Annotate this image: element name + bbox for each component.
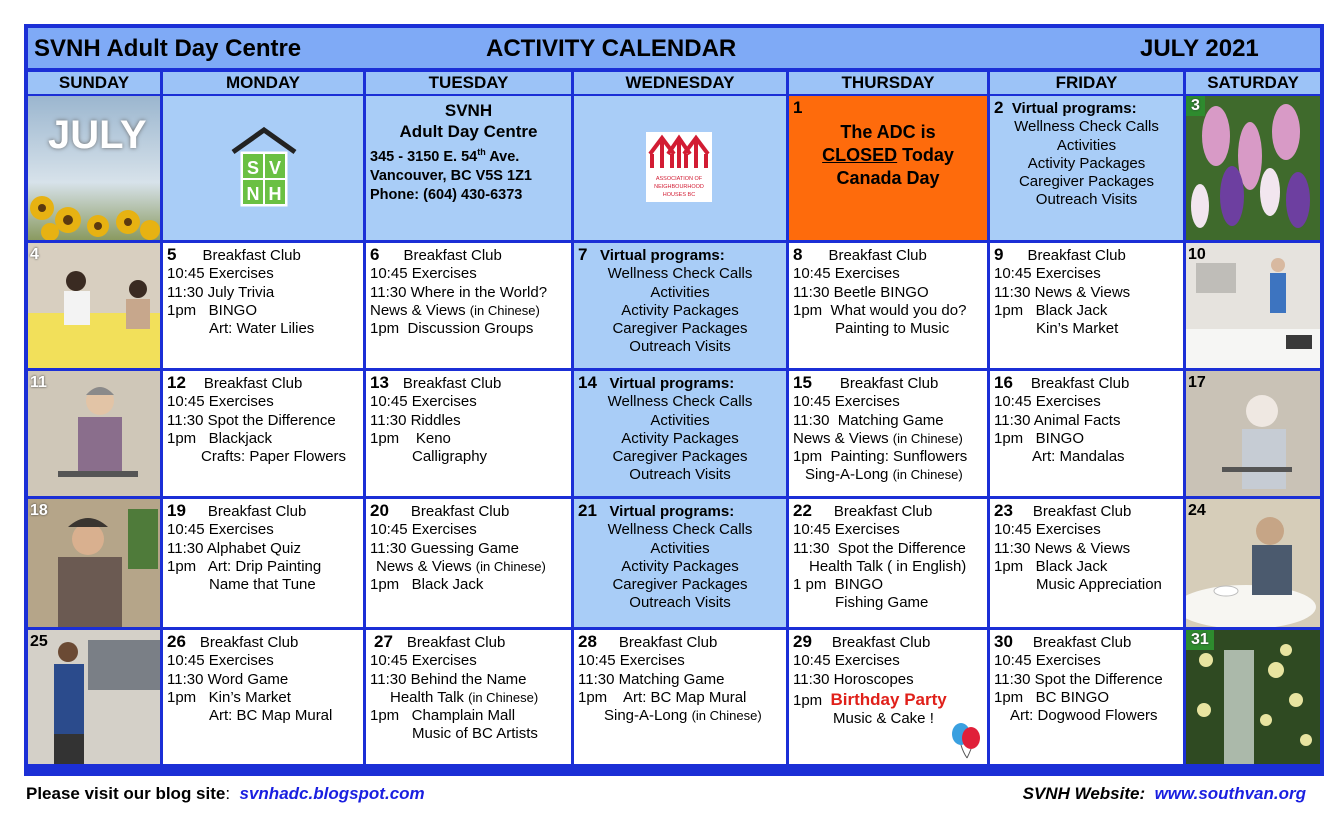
virtual-item: Activity Packages <box>621 301 739 319</box>
day-number: 24 <box>1188 502 1206 519</box>
day-number: 29 <box>793 632 812 651</box>
birthday-party-label: Birthday Party <box>830 689 947 709</box>
address-street: 345 - 3150 E. 54th Ave. <box>370 147 520 165</box>
virtual-item: Outreach Visits <box>1035 191 1138 209</box>
activity: Music & Cake ! <box>833 710 934 728</box>
activity: Crafts: Paper Flowers <box>201 448 347 466</box>
activity: Name that Tune <box>209 576 316 594</box>
day-number: 12 <box>167 373 186 392</box>
larkspur-image <box>1186 96 1320 240</box>
activity: 1pm Kin’s Market <box>167 688 291 706</box>
day-30 <box>990 630 1183 764</box>
day-27 <box>366 630 571 764</box>
activity: 10:45 Exercises <box>793 265 900 283</box>
activity: 11:30 Spot the Difference <box>994 670 1163 688</box>
day-tuesday: TUESDAY <box>366 72 571 94</box>
day-saturday: SATURDAY <box>1186 72 1320 94</box>
activity: Art: Mandalas <box>1032 448 1125 466</box>
svg-text:HOUSES BC: HOUSES BC <box>662 192 696 198</box>
activity: 1pm BINGO <box>994 429 1085 447</box>
virtual-item: Caregiver Packages <box>612 320 748 338</box>
activity: Breakfast Club <box>1032 634 1132 651</box>
activity: Breakfast Club <box>618 634 718 651</box>
day-number: 7 <box>578 245 588 264</box>
activity: 10:45 Exercises <box>994 393 1101 411</box>
activity: 11:30 Matching Game <box>578 670 725 688</box>
calendar-frame <box>24 24 1324 776</box>
activity: 10:45 Exercises <box>167 265 274 283</box>
activity: Calligraphy <box>412 448 488 466</box>
day-number: 20 <box>370 501 389 520</box>
month-year: JULY 2021 <box>1140 35 1259 62</box>
activity: Sing-A-Long (in Chinese) <box>604 707 762 725</box>
day-number: 26 <box>167 632 186 651</box>
day-number: 13 <box>370 373 389 392</box>
activity: 11:30 Riddles <box>370 411 461 429</box>
day-number: 6 <box>370 245 380 264</box>
activity: 11:30 Animal Facts <box>994 411 1121 429</box>
day-number: 18 <box>30 502 48 519</box>
activity: Breakfast Club <box>828 247 927 264</box>
activity: 1pm BC BINGO <box>994 688 1110 706</box>
day-number: 27 <box>374 632 393 651</box>
day-24-photo <box>1186 499 1320 627</box>
day-monday: MONDAY <box>163 72 363 94</box>
activity: 10:45 Exercises <box>793 393 900 411</box>
activity: 10:45 Exercises <box>994 652 1101 670</box>
activity: Painting to Music <box>835 320 950 338</box>
day-number: 31 <box>1186 630 1214 650</box>
virtual-item: Caregiver Packages <box>1018 173 1155 191</box>
day-28 <box>574 630 786 764</box>
day-number: 8 <box>793 245 803 264</box>
activity: Breakfast Club <box>402 375 502 392</box>
activity: 1pm Painting: Sunflowers <box>793 448 968 466</box>
activity: 10:45 Exercises <box>370 652 477 670</box>
day-17-photo <box>1186 371 1320 496</box>
virtual-title: Virtual programs: <box>1011 100 1137 117</box>
day-4-photo <box>28 243 160 368</box>
day-31-flower-photo <box>1186 630 1320 764</box>
day-wednesday: WEDNESDAY <box>574 72 786 94</box>
july-label: JULY <box>48 113 147 157</box>
anhbc-logo-icon <box>646 132 712 202</box>
activity-photo <box>1186 371 1320 496</box>
activity: 11:30 Beetle BINGO <box>793 283 929 301</box>
activity: 11:30 Spot the Difference <box>167 411 336 429</box>
activity-photo <box>28 243 160 368</box>
july-sunflower-photo <box>28 96 160 240</box>
calendar-title: ACTIVITY CALENDAR <box>486 35 737 62</box>
activity: Breakfast Club <box>1032 503 1132 520</box>
activity-photo <box>1186 243 1320 368</box>
virtual-item: Outreach Visits <box>629 338 731 356</box>
activity: 11:30 Guessing Game <box>370 539 519 557</box>
day-20 <box>366 499 571 627</box>
activity: News & Views (in Chinese) <box>370 301 540 319</box>
activity: 11:30 Word Game <box>167 670 289 688</box>
activity: Breakfast Club <box>207 503 307 520</box>
activity: Music of BC Artists <box>412 725 538 743</box>
day-number: 10 <box>1188 246 1206 263</box>
day-number: 14 <box>578 373 597 392</box>
activity: 1pm What would you do? <box>793 301 967 319</box>
activity: 10:45 Exercises <box>370 521 477 539</box>
day-7-virtual <box>574 243 786 368</box>
activity: 1pm BINGO <box>167 301 258 319</box>
day-sunday: SUNDAY <box>28 72 160 94</box>
activity: Breakfast Club <box>199 634 299 651</box>
virtual-item: Wellness Check Calls <box>1014 118 1159 136</box>
virtual-item: Activity Packages <box>1027 154 1146 172</box>
virtual-item: Outreach Visits <box>629 594 731 612</box>
activity: Art: Dogwood Flowers <box>1010 707 1158 725</box>
activity: 1pm Black Jack <box>994 301 1108 319</box>
day-number: 25 <box>30 633 48 650</box>
closed-line-1: The ADC is <box>840 122 936 143</box>
activity-photo <box>28 371 160 496</box>
activity: 10:45 Exercises <box>793 652 900 670</box>
activity: News & Views (in Chinese) <box>376 557 546 575</box>
activity: Breakfast Club <box>839 375 939 392</box>
closed-line-3: Canada Day <box>836 168 940 189</box>
svg-text:ASSOCIATION OF: ASSOCIATION OF <box>655 176 703 182</box>
day-3-flower-photo <box>1186 96 1320 240</box>
activity: 1 pm BINGO <box>793 576 884 594</box>
blog-footer: Please visit our blog site: svnhadc.blogspot.com <box>26 784 425 803</box>
virtual-item: Wellness Check Calls <box>607 265 753 283</box>
activity: 11:30 Spot the Difference <box>793 539 966 557</box>
day-9 <box>990 243 1183 368</box>
day-5 <box>163 243 363 368</box>
activity: 1pm Blackjack <box>167 429 273 447</box>
day-14-virtual <box>574 371 786 496</box>
day-number: 21 <box>578 501 597 520</box>
activity: 11:30 Where in the World? <box>370 283 548 301</box>
activity: Health Talk ( in English) <box>809 557 967 575</box>
virtual-item: Activities <box>650 283 710 301</box>
activity: Art: BC Map Mural <box>209 707 333 725</box>
activity: 1pm Discussion Groups <box>370 320 534 338</box>
anhbc-logo-cell <box>574 96 786 240</box>
activity: 11:30 Matching Game <box>793 411 944 429</box>
activity: 11:30 News & Views <box>994 539 1131 557</box>
day-10-photo <box>1186 243 1320 368</box>
virtual-item: Outreach Visits <box>629 466 731 484</box>
svg-text:H: H <box>268 184 282 204</box>
day-number: 17 <box>1188 374 1206 391</box>
activity: News & Views (in Chinese) <box>793 429 963 447</box>
activity: 11:30 Alphabet Quiz <box>167 539 301 557</box>
activity: Breakfast Club <box>406 634 506 651</box>
day-number: 23 <box>994 501 1013 520</box>
activity: 1pm Champlain Mall <box>370 707 516 725</box>
day-15 <box>789 371 987 496</box>
day-number: 15 <box>793 373 812 392</box>
day-8 <box>789 243 987 368</box>
day-13 <box>366 371 571 496</box>
day-number: 30 <box>994 632 1013 651</box>
day-number: 3 <box>1186 96 1205 116</box>
day-21-virtual <box>574 499 786 627</box>
activity: Kin’s Market <box>1036 320 1119 338</box>
day-29 <box>789 630 987 764</box>
activity: 10:45 Exercises <box>994 521 1101 539</box>
day-number: 22 <box>793 501 812 520</box>
virtual-title: Virtual programs: <box>599 247 725 264</box>
svg-text:S: S <box>246 158 260 178</box>
activity: 1pm Birthday Party <box>793 689 947 709</box>
activity: Music Appreciation <box>1036 576 1162 594</box>
day-thursday: THURSDAY <box>789 72 987 94</box>
activity: Health Talk (in Chinese) <box>390 688 539 706</box>
virtual-item: Wellness Check Calls <box>607 521 753 539</box>
day-2-virtual <box>990 96 1183 240</box>
day-19 <box>163 499 363 627</box>
website-link[interactable]: www.southvan.org <box>1154 784 1306 803</box>
activity: Breakfast Club <box>1027 247 1126 264</box>
svg-text:V: V <box>268 158 282 178</box>
activity-photo <box>1186 499 1320 627</box>
day-number: 19 <box>167 501 186 520</box>
virtual-title: Virtual programs: <box>609 503 735 520</box>
activity: 1pm Black Jack <box>370 576 484 594</box>
day-number: 28 <box>578 632 597 651</box>
activity: 10:45 Exercises <box>994 265 1101 283</box>
activity: 10:45 Exercises <box>167 521 274 539</box>
activity: 1pm Art: BC Map Mural <box>578 688 747 706</box>
activity: Breakfast Club <box>1030 375 1130 392</box>
address-phone: Phone: (604) 430-6373 <box>370 186 523 203</box>
virtual-title: Virtual programs: <box>609 375 735 392</box>
day-1-closed <box>789 96 987 240</box>
virtual-item: Activity Packages <box>621 429 739 447</box>
activity: 11:30 Horoscopes <box>793 670 914 688</box>
svnh-logo-icon <box>231 126 297 210</box>
virtual-item: Caregiver Packages <box>612 448 748 466</box>
day-number: 11 <box>30 374 47 391</box>
activity: 10:45 Exercises <box>793 521 900 539</box>
virtual-item: Activities <box>650 411 710 429</box>
day-number: 2 <box>994 98 1004 117</box>
day-6 <box>366 243 571 368</box>
day-18-photo <box>28 499 160 627</box>
day-number: 16 <box>994 373 1013 392</box>
day-16 <box>990 371 1183 496</box>
activity: Art: Water Lilies <box>209 320 315 338</box>
address-city: Vancouver, BC V5S 1Z1 <box>370 167 532 184</box>
day-friday: FRIDAY <box>990 72 1183 94</box>
activity: 10:45 Exercises <box>167 393 274 411</box>
virtual-item: Wellness Check Calls <box>607 393 753 411</box>
website-footer: SVNH Website: www.southvan.org <box>1022 784 1306 803</box>
activity: 1pm Black Jack <box>994 557 1108 575</box>
activity: Breakfast Club <box>833 503 933 520</box>
activity: Fishing Game <box>835 594 929 612</box>
virtual-item: Activities <box>650 539 710 557</box>
activity: Breakfast Club <box>202 247 301 264</box>
activity: 10:45 Exercises <box>370 265 477 283</box>
activity: 10:45 Exercises <box>578 652 685 670</box>
day-number: 4 <box>30 246 39 263</box>
balloon-icon <box>949 722 983 760</box>
day-23 <box>990 499 1183 627</box>
svg-text:NEIGHBOURHOOD: NEIGHBOURHOOD <box>654 184 704 190</box>
calendar-header <box>28 28 1320 68</box>
activity: 1pm Art: Drip Painting <box>167 557 322 575</box>
day-22 <box>789 499 987 627</box>
day-number: 9 <box>994 245 1004 264</box>
activity: 11:30 Behind the Name <box>370 670 527 688</box>
weekday-header-row <box>28 72 1320 94</box>
activity: Sing-A-Long (in Chinese) <box>805 466 963 484</box>
day-26 <box>163 630 363 764</box>
day-number: 5 <box>167 245 177 264</box>
activity-photo <box>28 630 160 764</box>
virtual-item: Activity Packages <box>621 557 739 575</box>
day-25-photo <box>28 630 160 764</box>
day-12 <box>163 371 363 496</box>
address-title: SVNH <box>444 101 493 120</box>
activity: 11:30 News & Views <box>994 283 1131 301</box>
activity: 11:30 July Trivia <box>167 283 275 301</box>
blog-link[interactable]: svnhadc.blogspot.com <box>239 784 425 803</box>
day-11-photo <box>28 371 160 496</box>
centre-name: SVNH Adult Day Centre <box>34 35 302 62</box>
activity: Breakfast Club <box>403 247 502 264</box>
virtual-item: Caregiver Packages <box>612 576 748 594</box>
activity: Breakfast Club <box>203 375 303 392</box>
centre-address-cell <box>366 96 571 240</box>
svnh-logo-cell <box>163 96 363 240</box>
svg-text:N: N <box>246 184 260 204</box>
activity: 1pm Keno <box>370 429 451 447</box>
activity: 10:45 Exercises <box>370 393 477 411</box>
activity: Breakfast Club <box>410 503 510 520</box>
day-number: 1 <box>793 98 803 117</box>
virtual-item: Activities <box>1056 136 1117 154</box>
calendar-grid <box>28 96 1320 770</box>
activity: 10:45 Exercises <box>167 652 274 670</box>
activity: Breakfast Club <box>831 634 931 651</box>
address-subtitle: Adult Day Centre <box>399 122 538 141</box>
closed-line-2: CLOSED Today <box>822 145 954 166</box>
